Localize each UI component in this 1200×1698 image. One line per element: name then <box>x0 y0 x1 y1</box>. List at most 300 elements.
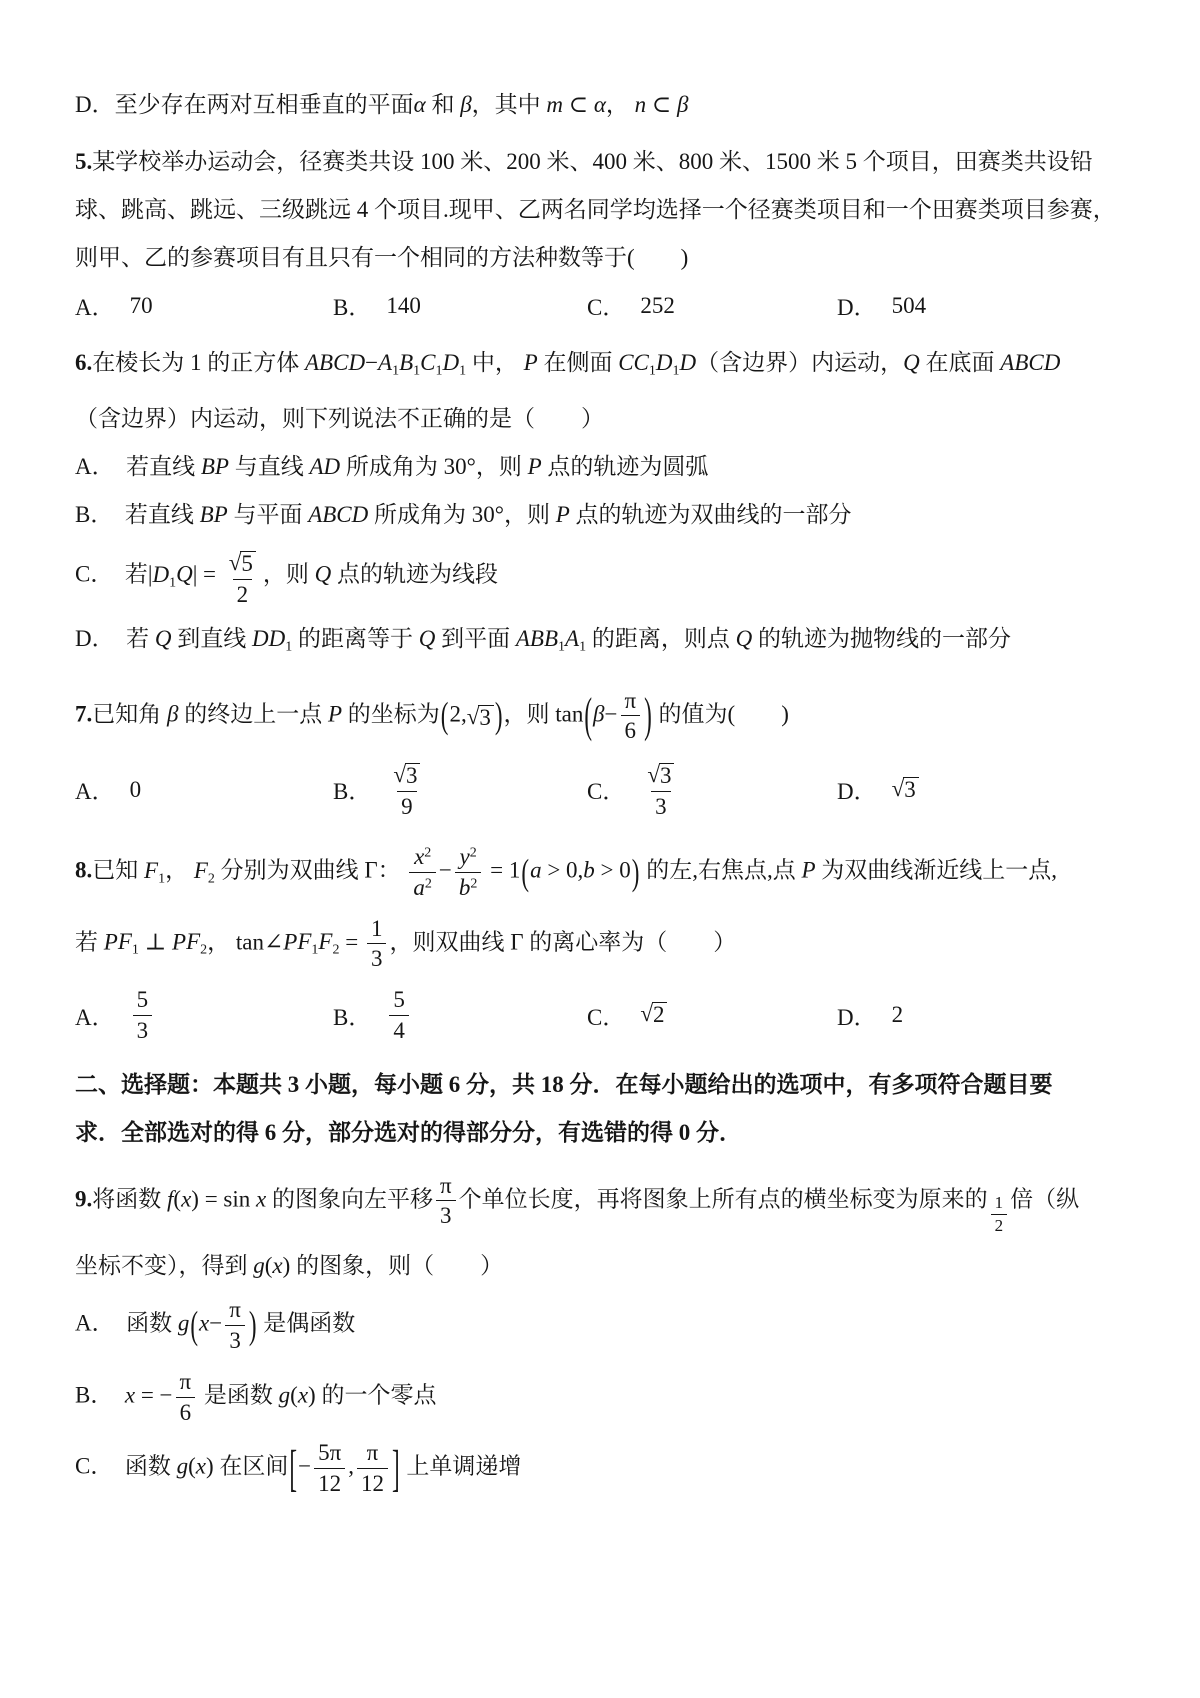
math-text: π <box>366 1440 379 1466</box>
math-variable: β <box>460 92 472 117</box>
fraction-denominator <box>225 1325 245 1354</box>
fraction-denominator <box>651 791 671 820</box>
fraction-numerator <box>620 688 640 716</box>
math-variable: P <box>327 701 343 727</box>
fraction <box>225 1297 245 1354</box>
math-subscripted: F2 <box>318 929 340 958</box>
stretchy-delimiter: ( <box>584 689 593 743</box>
math-text: 3 <box>659 763 672 789</box>
math-variable: P <box>801 857 816 883</box>
text: 与直线 <box>228 454 310 480</box>
math-variable: ABCD <box>305 350 366 375</box>
text-line <box>75 1440 1132 1497</box>
math-variable: α <box>413 92 426 117</box>
math-text: = − <box>135 1382 173 1408</box>
math-text: | <box>147 562 153 588</box>
fraction <box>389 987 409 1044</box>
math-text: | = <box>192 562 222 588</box>
fraction-numerator <box>176 1369 196 1397</box>
fraction-denominator <box>176 1397 196 1426</box>
fraction <box>620 688 640 745</box>
math-text: ) <box>205 1453 214 1479</box>
math-variable: Q <box>314 562 332 588</box>
text: A． 函数 <box>75 1310 178 1336</box>
option-a <box>75 987 333 1044</box>
text: 是偶函数 <box>257 1310 356 1336</box>
math-variable: x <box>199 1310 210 1336</box>
option-a <box>75 773 333 806</box>
math-text: π <box>624 687 637 713</box>
option-label: C． <box>587 779 626 805</box>
square-root <box>640 1002 667 1028</box>
math-superscripted: $b^2$ <box>458 874 478 900</box>
fraction-numerator <box>133 987 153 1015</box>
math-variable: BP <box>199 502 228 528</box>
text: 的距离等于 <box>292 626 419 652</box>
radical-sign: √ <box>891 775 905 801</box>
text: ， <box>165 857 194 883</box>
math-subscripted: F2 <box>193 857 215 887</box>
math-text: 140 <box>386 292 421 318</box>
text: 某学校举办运动会，径赛类共设 100 米、200 米、400 米、800 米、1500 米 5 个项目，田赛类共设铅 <box>92 149 1093 174</box>
math-text: − <box>438 857 452 883</box>
math-text: = <box>339 929 364 955</box>
text: （含边界）内运动，则下列说法不正确的是（ ） <box>75 406 604 432</box>
math-text: 4 <box>393 1017 405 1043</box>
fraction-denominator <box>991 1214 1008 1235</box>
math-text: 3 <box>655 794 667 820</box>
fraction-denominator <box>397 791 417 820</box>
fraction <box>409 844 436 901</box>
radicand <box>240 551 256 577</box>
fraction <box>357 1440 388 1497</box>
math-superscripted: $x^2$ <box>414 844 432 870</box>
math-variable: b <box>583 857 595 883</box>
options-row <box>75 987 1132 1044</box>
math-subscripted: F1 <box>117 929 139 958</box>
math-variable: P <box>527 454 542 480</box>
math-text: 2 <box>236 581 249 607</box>
text: 的一个零点 <box>315 1382 437 1408</box>
text: 的距离，则点 <box>586 626 736 652</box>
option-label: B． <box>333 295 372 320</box>
math-subscripted: F1 <box>144 857 166 887</box>
square-root <box>647 763 674 789</box>
fraction-numerator <box>991 1194 1008 1214</box>
math-text: 2 <box>891 1002 904 1028</box>
text-line <box>75 844 1132 901</box>
text: ， <box>207 929 236 955</box>
text: 和 <box>425 92 461 117</box>
fraction-numerator <box>367 916 387 944</box>
text: D． 若 <box>75 626 155 652</box>
math-variable: C <box>618 350 634 375</box>
stretchy-delimiter: ) <box>494 695 503 736</box>
text: 的离心率为（ ） <box>523 929 737 955</box>
math-variable: Q <box>418 626 436 652</box>
math-text: ) = sin <box>191 1186 257 1212</box>
text-line <box>75 546 1132 607</box>
text-line <box>75 1369 1132 1426</box>
text: 点的轨迹为线段 <box>331 562 499 588</box>
math-text: − <box>365 350 379 375</box>
text-line <box>75 1173 1132 1235</box>
math-variable: P <box>555 502 570 528</box>
math-text: − <box>604 701 618 727</box>
text: 则甲、乙的参赛项目有且只有一个相同的方法种数等于( ) <box>75 245 689 270</box>
text: 二、选择题：本题共 3 小题，每小题 6 分，共 18 分．在每小题给出的选项中，有多项符合题目要 <box>75 1071 1053 1097</box>
radical-sign: √ <box>466 704 480 730</box>
math-variable: AB <box>515 626 544 652</box>
fraction-denominator <box>314 1468 345 1497</box>
math-text: ) <box>308 1382 316 1408</box>
math-text: 9 <box>401 794 413 820</box>
fraction-numerator <box>314 1440 345 1468</box>
fraction <box>455 844 482 901</box>
math-text: ( <box>188 1453 196 1479</box>
text: 上单调递增 <box>400 1453 522 1479</box>
math-variable: x <box>297 1382 309 1408</box>
options-row <box>75 289 1132 322</box>
option-label: A． <box>75 295 115 320</box>
math-text: 12 <box>318 1471 342 1497</box>
math-variable: f <box>167 1186 174 1212</box>
math-variable: Q <box>735 626 753 652</box>
math-variable: β <box>593 701 605 727</box>
option-a <box>75 289 333 322</box>
math-text: 2, <box>449 701 467 727</box>
text: 个单位长度，再将图象上所有点的横坐标变为原来的 <box>458 1186 988 1212</box>
math-text: ( <box>173 1186 182 1212</box>
text: C． 函数 <box>75 1453 177 1479</box>
text: 到直线 <box>171 626 252 652</box>
text-line <box>75 241 1132 274</box>
text-line <box>75 346 1132 387</box>
math-text: tan <box>555 701 584 727</box>
fraction <box>643 759 678 820</box>
text: 的坐标为 <box>342 701 440 727</box>
math-variable: P <box>523 350 538 375</box>
math-text: 3 <box>370 946 383 972</box>
math-variable: x <box>181 1186 192 1212</box>
math-subscripted: D1 <box>152 562 177 591</box>
math-variable: β <box>167 701 179 727</box>
stretchy-delimiter: ) <box>644 689 652 743</box>
text-line <box>75 402 1132 435</box>
fraction-numerator <box>643 759 678 791</box>
math-variable: BP <box>200 454 229 480</box>
math-variable: n <box>634 92 647 117</box>
text: 到平面 <box>435 626 516 652</box>
square-root <box>892 777 919 803</box>
text: 在棱长为 1 的正方体 <box>92 350 305 375</box>
text: （含边界）内运动， <box>696 350 904 375</box>
text: 点的轨迹为圆弧 <box>541 454 709 480</box>
text-line <box>75 498 1132 531</box>
math-text: 5 <box>136 987 149 1013</box>
question-number: 7. <box>75 701 93 727</box>
fraction-denominator <box>233 579 253 608</box>
fraction <box>225 546 260 607</box>
math-subscripted: A1 <box>565 626 587 655</box>
text: 是函数 <box>198 1382 279 1408</box>
math-subscripted: A1 <box>378 350 400 379</box>
question-number: 6. <box>75 350 93 375</box>
math-superscripted: $a^2$ <box>413 874 432 900</box>
math-text: , <box>348 1453 354 1479</box>
math-text: 3 <box>136 1017 149 1043</box>
math-variable: Q <box>903 350 920 375</box>
math-text: 3 <box>904 776 916 802</box>
math-text: Γ <box>510 929 524 955</box>
stretchy-delimiter: [ <box>289 1441 298 1497</box>
text: ，则双曲线 <box>389 929 511 955</box>
option-label: C． <box>587 295 626 320</box>
text-line <box>75 1297 1132 1354</box>
fraction-denominator <box>436 1200 456 1229</box>
math-text: π <box>229 1297 241 1323</box>
radicand <box>903 777 919 803</box>
fraction <box>314 1440 345 1497</box>
fraction-denominator <box>389 1015 409 1044</box>
math-text: > 0 <box>594 857 631 883</box>
stretchy-delimiter: ) <box>248 1304 257 1347</box>
fraction <box>436 1173 456 1230</box>
option-label: D． <box>837 295 877 320</box>
math-subscripted: F2 <box>186 929 208 958</box>
math-text: π <box>179 1368 192 1394</box>
section-header-line <box>75 1116 1132 1149</box>
text-line <box>75 450 1132 483</box>
math-text: 1 <box>370 915 383 941</box>
math-text: − <box>298 1453 312 1479</box>
math-text: 2 <box>994 1215 1004 1235</box>
text: 与平面 <box>227 502 309 528</box>
math-subscripted: F1 <box>297 929 319 958</box>
text: 分别为双曲线 <box>214 857 365 883</box>
math-subscripted: D1 <box>268 626 293 655</box>
fraction-numerator <box>363 1440 383 1468</box>
math-text: 2 <box>652 1002 665 1028</box>
text: 点的轨迹为双曲线的一部分 <box>569 502 852 528</box>
math-subscripted: C1 <box>633 350 656 379</box>
fraction <box>176 1369 196 1426</box>
math-text: 12 <box>360 1471 384 1497</box>
text: ， <box>605 92 635 117</box>
math-variable: g <box>253 1253 265 1279</box>
math-text: 6 <box>179 1399 192 1425</box>
text: 的值为( ) <box>652 701 789 727</box>
math-text: 3 <box>440 1203 452 1229</box>
math-variable: x <box>195 1453 206 1479</box>
text: 为双曲线渐近线上一点, <box>815 857 1058 883</box>
radicand <box>478 705 494 731</box>
fraction-numerator <box>225 546 260 578</box>
math-text: 0 <box>129 776 142 802</box>
text: 在侧面 <box>537 350 619 375</box>
math-variable: g <box>278 1382 291 1408</box>
fraction-numerator <box>410 844 435 872</box>
radicand <box>659 763 675 789</box>
math-variable: g <box>176 1453 189 1479</box>
text: 所成角为 30°，则 <box>368 502 556 528</box>
fraction-numerator <box>389 759 424 791</box>
text-line <box>75 916 1132 973</box>
radical-sign: √ <box>647 762 660 788</box>
text: ，则 <box>503 701 556 727</box>
math-variable: β <box>676 92 689 117</box>
options-row <box>75 759 1132 820</box>
math-variable: AD <box>309 454 341 480</box>
math-text: tan∠ <box>235 929 284 955</box>
fraction <box>367 916 387 973</box>
math-variable: D <box>252 626 269 652</box>
math-text: 5 <box>393 987 405 1013</box>
option-label: B． <box>333 1004 372 1030</box>
radical-sign: √ <box>393 762 406 788</box>
text: D．至少存在两对互相垂直的平面 <box>75 92 414 117</box>
text: 已知角 <box>92 701 167 727</box>
fraction-denominator <box>455 872 482 901</box>
math-text: ⊂ <box>563 92 594 117</box>
option-c <box>587 289 837 322</box>
text: 在底面 <box>919 350 1001 375</box>
text: C． 若 <box>75 562 148 588</box>
math-variable: g <box>177 1310 190 1336</box>
math-text: 3 <box>405 763 418 789</box>
fraction-denominator <box>621 715 641 744</box>
square-root <box>393 763 420 789</box>
fraction-numerator <box>436 1173 456 1201</box>
text-line <box>75 622 1132 663</box>
square-root <box>229 551 256 577</box>
math-variable: m <box>546 92 564 117</box>
text: 坐标不变），得到 <box>75 1253 254 1279</box>
math-variable: a <box>530 857 542 883</box>
text: 求．全部选对的得 6 分，部分选对的得部分分，有选错的得 0 分． <box>75 1119 742 1145</box>
math-text: 504 <box>891 292 927 318</box>
text-line <box>75 88 1132 121</box>
math-subscripted: B1 <box>399 350 421 379</box>
math-variable: x <box>124 1382 136 1408</box>
text: 倍（纵 <box>1010 1186 1080 1212</box>
text-line <box>75 193 1132 226</box>
math-subscripted: D1 <box>655 350 680 379</box>
text: 将函数 <box>92 1186 167 1212</box>
option-c <box>587 999 837 1032</box>
fraction <box>991 1194 1008 1235</box>
math-text: 5π <box>318 1440 342 1466</box>
fraction-denominator <box>367 943 387 972</box>
option-label: D． <box>837 1004 877 1030</box>
text: 的图象向左平移 <box>266 1186 433 1212</box>
math-subscripted: B1 <box>543 626 566 655</box>
radicand <box>405 763 421 789</box>
option-b <box>333 987 587 1044</box>
text: B． 若直线 <box>75 502 200 528</box>
text: ，其中 <box>471 92 547 117</box>
math-variable: D <box>679 350 697 375</box>
math-subscripted: D1 <box>442 350 467 379</box>
math-variable: P <box>172 929 187 955</box>
stretchy-delimiter: ) <box>631 852 640 893</box>
math-text: ⊥ <box>138 929 173 955</box>
option-c <box>587 759 837 820</box>
text-line <box>75 688 1132 745</box>
math-text: π <box>439 1172 452 1198</box>
math-variable: ABCD <box>1000 350 1061 375</box>
option-d <box>837 289 1132 322</box>
text: 的左,右焦点,点 <box>640 857 802 883</box>
math-text: 70 <box>129 292 153 318</box>
section-header-line <box>75 1068 1132 1101</box>
text: 已知 <box>92 857 144 883</box>
stretchy-delimiter: ( <box>190 1304 199 1347</box>
math-variable: Q <box>154 626 172 652</box>
square-root <box>467 705 494 731</box>
text-line <box>75 145 1132 178</box>
stretchy-delimiter: ] <box>391 1441 400 1497</box>
fraction-numerator <box>225 1297 245 1325</box>
question-number: 8. <box>75 857 93 883</box>
fraction-numerator <box>456 844 481 872</box>
text: A． 若直线 <box>75 454 201 480</box>
text: 在区间 <box>213 1453 289 1479</box>
math-text: 252 <box>640 292 675 318</box>
stretchy-delimiter: ( <box>521 852 530 893</box>
radical-sign: √ <box>640 1001 653 1027</box>
text: 的轨迹为抛物线的一部分 <box>752 626 1011 652</box>
text-line <box>75 1249 1132 1282</box>
fraction <box>389 759 424 820</box>
question-number: 9. <box>75 1186 93 1212</box>
math-subscripted: C1 <box>420 350 443 379</box>
option-d <box>837 999 1132 1032</box>
math-text: 5 <box>241 550 253 576</box>
fraction-denominator <box>409 872 436 901</box>
option-label: C． <box>587 1004 626 1030</box>
text: 所成角为 30°，则 <box>340 454 528 480</box>
math-variable: P <box>283 929 298 955</box>
option-b <box>333 759 587 820</box>
text: B． <box>75 1382 125 1408</box>
option-d <box>837 773 1132 806</box>
math-text: ( <box>264 1253 273 1279</box>
math-superscripted: $y^2$ <box>459 844 477 870</box>
option-label: A． <box>75 1004 115 1030</box>
text: 若 <box>75 929 104 955</box>
math-text: 6 <box>624 718 637 744</box>
math-variable: x <box>256 1186 267 1212</box>
option-label: B． <box>333 779 372 805</box>
math-text: Γ <box>364 857 378 883</box>
math-variable: ABCD <box>308 502 369 528</box>
math-text: 1 <box>994 1192 1004 1212</box>
text: 球、跳高、跳远、三级跳远 4 个项目.现甲、乙两名同学均选择一个径赛类项目和一个田赛类项目参赛， <box>75 197 1116 222</box>
math-variable: α <box>593 92 606 117</box>
math-text: ( <box>290 1382 298 1408</box>
option-label: D． <box>837 779 877 805</box>
radical-sign: √ <box>228 549 242 575</box>
fraction <box>133 987 153 1044</box>
text: 的终边上一点 <box>178 701 328 727</box>
stretchy-delimiter: ( <box>440 695 449 736</box>
radicand <box>652 1002 668 1028</box>
math-variable: Q <box>176 562 193 588</box>
math-variable: P <box>103 929 118 955</box>
math-text: = 1 <box>484 857 521 883</box>
text: ： <box>377 857 407 883</box>
